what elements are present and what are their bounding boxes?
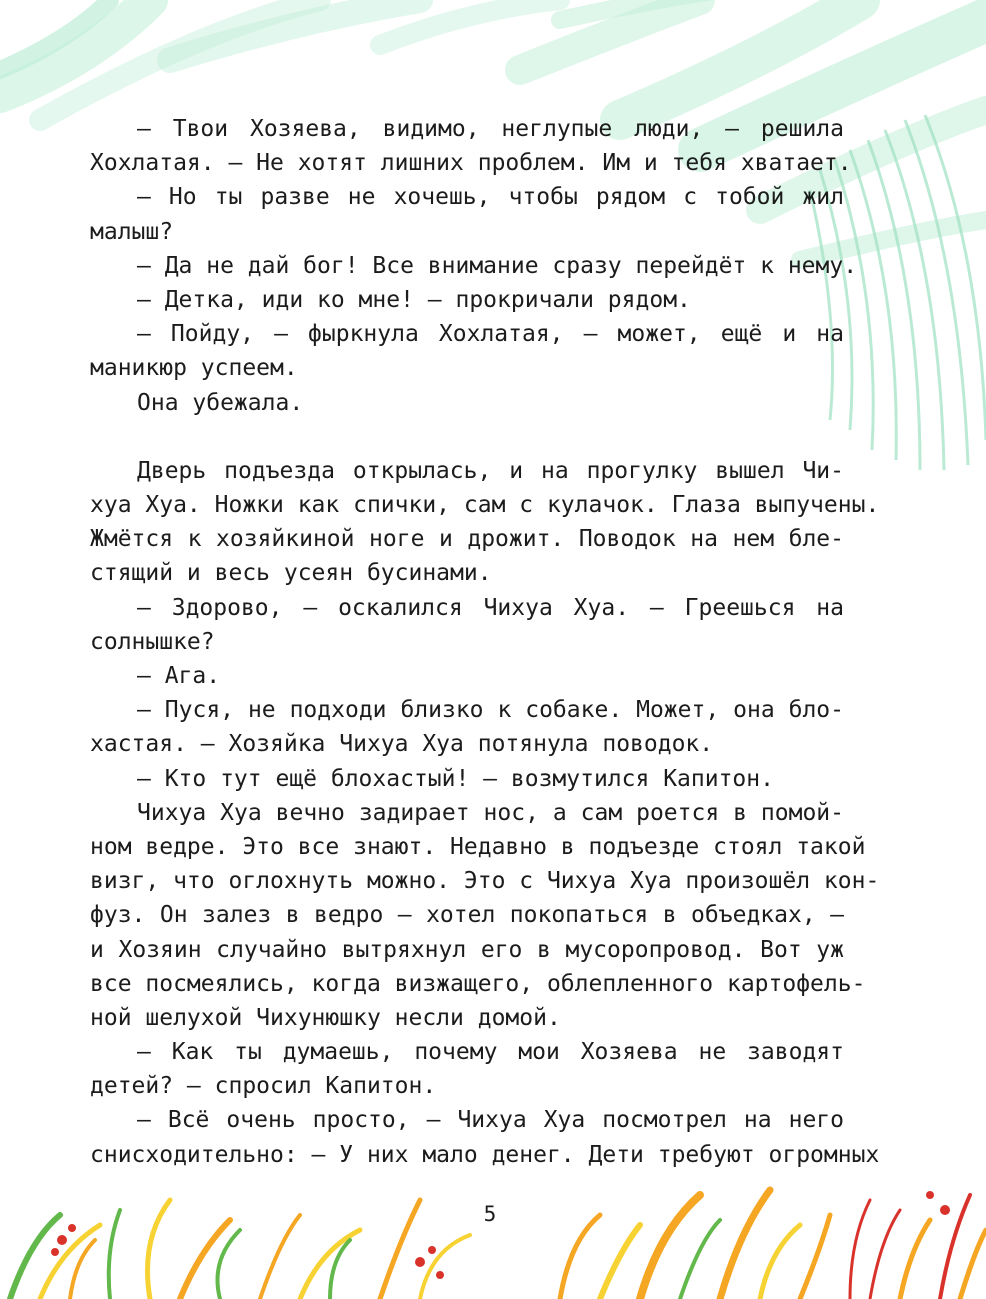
text-line: снисходительно: — У них мало денег. Дети требуют огромных: [90, 1141, 880, 1168]
text-line: фуз. Он залез в ведро — хотел покопаться в объедках, —: [90, 902, 844, 929]
text-line: стящий и весь усеян бусинами.: [90, 560, 492, 587]
text-line: хастая. — Хозяйка Чихуа Хуа потянула поводок.: [90, 731, 714, 758]
text-line: и Хозяин случайно вытряхнул его в мусоропровод. Вот уж: [90, 936, 844, 963]
text-line: — Детка, иди ко мне! — прокричали рядом.: [137, 286, 691, 313]
text-line: — Как ты думаешь, почему мои Хозяева не заводят: [137, 1039, 844, 1066]
text-line: Хохлатая. — Не хотят лишних проблем. Им и тебя хватает.: [90, 150, 852, 177]
text-line: — Всё очень просто, — Чихуа Хуа посмотрел на него: [137, 1107, 844, 1134]
story-text: [90, 112, 880, 1172]
text-line: маникюр успеем.: [90, 355, 298, 382]
paragraph-gap: [90, 420, 844, 454]
text-line: — Твои Хозяева, видимо, неглупые люди, — решила: [137, 116, 844, 142]
text-line: — Да не дай бог! Все внимание сразу перейдёт к нему.: [137, 252, 858, 279]
page-number: 5: [483, 1202, 497, 1226]
text-line: — Ага.: [137, 663, 221, 689]
text-line: все посмеялись, когда визжащего, облепленного картофель-: [90, 970, 866, 997]
text-line: детей? — спросил Капитон.: [90, 1073, 437, 1100]
text-line: солнышке?: [90, 628, 215, 655]
text-line: ной шелухой Чихунюшку несли домой.: [90, 1004, 561, 1031]
text-line: хуа Хуа. Ножки как спички, сам с кулачок. Глаза выпучены.: [90, 492, 880, 519]
text-line: Она убежала.: [137, 389, 304, 416]
text-line: ном ведре. Это все знают. Недавно в подъезде стоял такой: [90, 833, 866, 860]
text-line: Чихуа Хуа вечно задирает нос, а сам роется в помой-: [137, 799, 844, 826]
text-line: Жмётся к хозяйкиной ноге и дрожит. Поводок на нем бле-: [90, 526, 844, 553]
text-line: малыш?: [90, 218, 174, 245]
text-line: — Здорово, — оскалился Чихуа Хуа. — Греешься на: [137, 594, 844, 621]
text-line: — Пуся, не подходи близко к собаке. Может, она бло-: [137, 697, 844, 724]
text-line: — Пойду, — фыркнула Хохлатая, — может, ещё и на: [137, 321, 844, 348]
text-line: визг, что оглохнуть можно. Это с Чихуа Хуа произошёл кон-: [90, 868, 880, 895]
text-line: — Кто тут ещё блохастый! — возмутился Капитон.: [137, 765, 774, 792]
text-line: Дверь подъезда открылась, и на прогулку вышел Чи-: [137, 457, 844, 484]
text-line: — Но ты разве не хочешь, чтобы рядом с тобой жил: [137, 184, 844, 211]
